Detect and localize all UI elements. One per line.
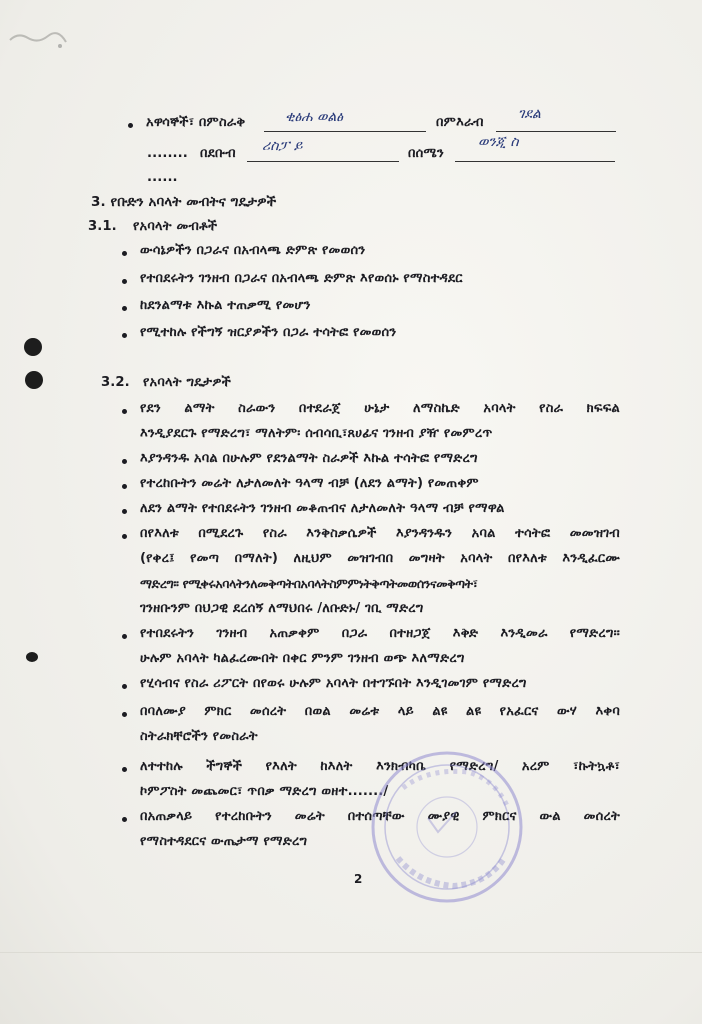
list-item-line: እንዲያደርጉ የማድረግ፣ ማለትም፡ ሰብሳቢ፣ጸሀፊና ገንዘብ ያዥ የመምረጥ [140,426,493,441]
handwritten-north: ወንጂ ስ [478,134,519,150]
handwritten-east: ቂፅሐ ወልፅ [285,109,343,125]
subsection-number: 3.1. [88,219,117,234]
subsection-title: የአባላት መብቶች [133,219,218,234]
page-number: 2 [354,872,363,886]
fill-line [264,131,426,132]
punch-hole [26,652,38,662]
list-item: ከደንልማቱ እኩል ተጠቃሚ የመሆን [140,298,311,313]
list-item-line: የተረከቡትን መሬት ለታለመለት ዓላማ ብቻ (ለደን ልማት) የመጠቀም [140,476,479,491]
list-item-line: በየእለቱ በሚደረጉ የስራ እንቅስቃሴዎች እያንዳንዱን አባል ተሳትፎ መመዝገብ [140,526,620,541]
fill-line [496,131,616,132]
bullet [122,509,127,514]
list-item-line: የማስተዳደርና ውጤታማ የማድረግ [140,834,308,849]
list-item-line: (የቀረ፤ የመጣ በማለት) ለዚህም መዝገብበ መግዛት አባላት በየእለቱ እንዲፈርሙ [140,551,620,566]
bullet [122,534,127,539]
list-item-line: ኮምፖስት መጨመር፣ ጥበቃ ማድረግ ወዘተ......./ [140,784,389,799]
section-title: 3. የቡድን አባላት መብትና ግዴታዎች [91,194,277,210]
list-item-line: ገንዘቡንም በህጋዊ ደረሰኝ ለማህበሩ /ለቡድኑ/ ገቢ ማድረግ [140,601,424,616]
fill-line [455,161,615,162]
boundary-west-label: በምእራብ [436,115,484,130]
bullet [122,484,127,489]
subsection-number: 3.2. [101,375,130,390]
official-stamp-seal [368,748,526,906]
bullet [122,634,127,639]
list-item-line: በአጠቃላይ የተረከቡትን መሬት በተሰጣቸው ሙያዊ ምክርና ውል መሰረት [140,809,620,824]
bullet [122,684,127,689]
list-item: ውሳኔዎችን በጋራና በአብላጫ ድምጽ የመወሰን [140,243,366,258]
list-item-line: ለተተከሉ ችግኞች የእለት ከእለት እንክብካቤ የማድረግ/ አረም ፣ኩትኳቶ፣ [140,759,620,774]
bullet [122,767,127,772]
list-item-line: የሂሳብና የስራ ሪፖርት በየወሩ ሁሉም አባላት በተገኙበት እንዲገመገም የማድረግ [140,676,527,691]
list-item-line: ሁሉም አባላት ካልፈረሙበት በቀር ምንም ገንዘብ ወጭ እለማድረግ [140,651,465,666]
bullet [122,459,127,464]
punch-hole [24,338,42,356]
punch-hole [25,371,43,389]
list-item: የተበደሩትን ገንዘብ በጋራና በአብላጫ ድምጽ እየወሰኑ የማስተዳደር [140,271,463,286]
boundary-south-label: በደቡብ [200,146,236,161]
bullet [122,333,127,338]
list-item-line: የተበደሩትን ገንዘብ አጠቃቀም በጋራ በተዘጋጀ እቅድ እንዲመራ የማድረግ፡፡ [140,626,620,641]
leader-dots: ........ [147,146,188,161]
trailing-dots: ...... [147,170,178,185]
subsection-title: የአባላት ግዴታዎች [143,375,232,390]
bullet [122,279,127,284]
boundary-east-label: አዋሳኞች፣ በምስራቅ [146,115,246,130]
list-item-line: ስትራክቸሮችን የመስራት [140,729,258,744]
bullet [122,251,127,256]
bullet [122,409,127,414]
paper-fold [0,952,702,953]
fill-line [247,161,399,162]
list-item: የሚተከሉ የችግኝ ዝርያዎችን በጋራ ተሳትፎ የመወሰን [140,325,397,340]
list-item-line: በባለሙያ ምክር መሰረት በወል መሬቱ ላይ ልዩ ልዩ የአፈርና ውሃ እቀባ [140,704,620,719]
list-item-line: እያንዳንዱ አባል በሁሉም የደንልማት ስራዎች እኩል ተሳትፎ የማድረግ [140,451,478,466]
bullet [128,123,133,128]
bullet [122,306,127,311]
list-item-line: ማድረግ፡፡ የሚቀሩአባላትንለመቅጣትበአባላትስምምነትቅጣትመወሰንናመቅጣት፣ [140,576,478,591]
boundary-north-label: በሰሜን [408,146,444,161]
ink-smudge [8,28,68,52]
handwritten-west: ገደል [518,106,541,122]
list-item-line: የደን ልማት ስራውን በተደራጀ ሁኔታ ለማስኬድ አባላት የስራ ክፍፍል [140,401,620,416]
bullet [122,817,127,822]
bullet [122,712,127,717]
list-item-line: ለደን ልማት የተበደሩትን ገንዘብ መቆጠብና ለታለመለት ዓላማ ብቻ የማዋል [140,501,505,516]
handwritten-south: ሪስፓ ይ [262,138,303,154]
